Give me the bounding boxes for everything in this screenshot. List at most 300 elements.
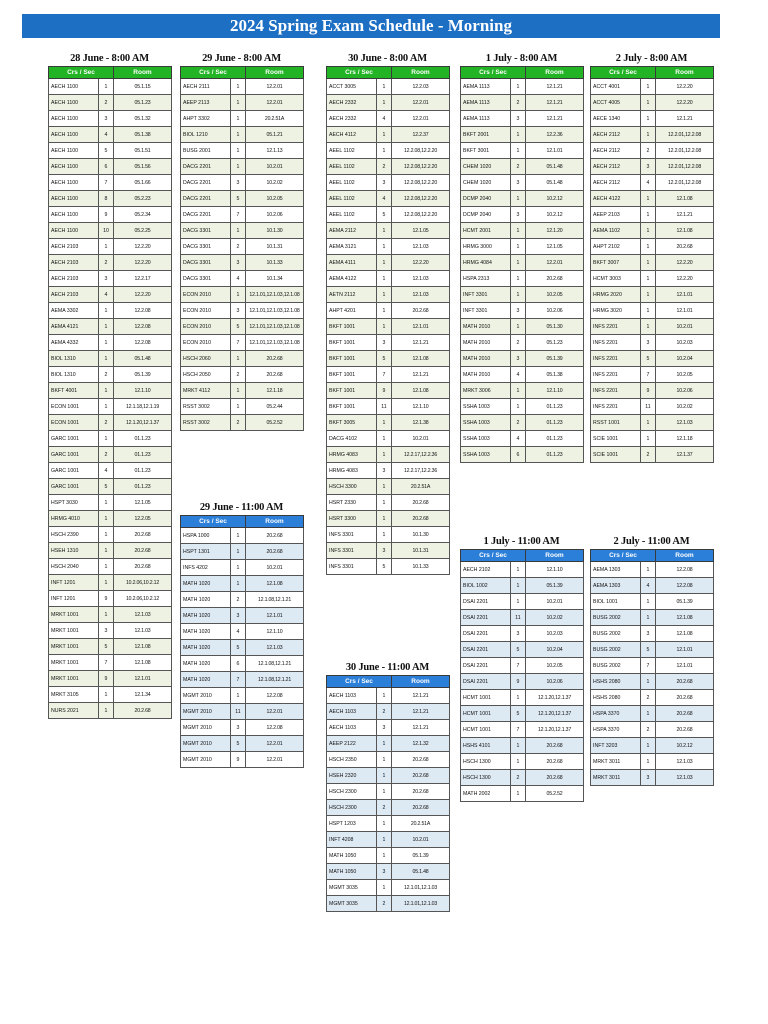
room-cell: 20.2.68 [392,495,450,511]
course-cell: AEMA 3121 [327,239,377,255]
room-cell: 12.1.01 [526,143,584,159]
room-cell: 12.1.21 [526,79,584,95]
section-cell: 5 [99,143,114,159]
table-row [181,528,304,544]
section-cell: 5 [377,559,392,575]
table-row [591,271,714,287]
table-row [591,367,714,383]
page-title: 2024 Spring Exam Schedule - Morning [22,14,720,38]
room-cell: 12.1.08 [246,576,304,592]
table-row [461,239,584,255]
table-row [461,610,584,626]
course-cell: INFS 3301 [327,527,377,543]
table-row [49,159,172,175]
schedule-block [326,52,449,575]
room-cell: 12.1.03 [114,607,172,623]
header-row [461,67,584,79]
section-cell: 9 [377,383,392,399]
room-cell: 20.2.68 [526,738,584,754]
table-row [181,175,304,191]
table-row [591,207,714,223]
room-cell: 10.2.06 [656,383,714,399]
table-row [49,95,172,111]
room-cell: 12.1.21 [656,111,714,127]
section-cell: 1 [231,688,246,704]
room-cell: 12.2.20 [656,79,714,95]
course-cell: HSRT 3300 [327,511,377,527]
table-row [461,447,584,463]
table-row [327,896,450,912]
section-cell: 1 [99,431,114,447]
section-cell: 1 [99,575,114,591]
header-row [181,67,304,79]
course-cell: HCMT 2001 [461,223,511,239]
course-cell: AEMA 2112 [327,223,377,239]
course-cell: MATH 1020 [181,608,231,624]
table-row [461,335,584,351]
course-cell: MATH 1020 [181,624,231,640]
room-cell: 12.1.21 [526,95,584,111]
course-cell: CHEM 1020 [461,175,511,191]
section-cell: 1 [377,79,392,95]
table-row [181,223,304,239]
section-cell: 5 [511,642,526,658]
table-row [49,207,172,223]
course-cell: AECH 1100 [49,143,99,159]
table-row [49,703,172,719]
room-cell: 10.2.12 [656,738,714,754]
course-cell: MRKT 1001 [49,623,99,639]
room-cell: 10.2.02 [656,399,714,415]
schedule-table [180,515,304,768]
course-cell: DACG 2201 [181,207,231,223]
room-header: Room [656,550,714,562]
room-cell: 20.2.68 [114,543,172,559]
section-cell: 3 [377,335,392,351]
table-row [49,111,172,127]
room-cell: 12.1.21 [392,704,450,720]
room-cell: 20.2.51A [392,479,450,495]
table-row [49,447,172,463]
section-cell: 1 [99,607,114,623]
course-cell: DACG 4102 [327,431,377,447]
table-row [461,738,584,754]
table-row [181,207,304,223]
block-title: 30 June - 11:00 AM [345,662,430,673]
course-cell: RSST 1001 [591,415,641,431]
table-row [591,191,714,207]
course-cell: AHPT 3302 [181,111,231,127]
section-cell: 5 [99,639,114,655]
block-title: 29 June - 8:00 AM [202,53,281,64]
room-cell: 12.1.21 [392,335,450,351]
block-title: 30 June - 8:00 AM [348,53,427,64]
table-row [49,511,172,527]
course-cell: AECH 2112 [591,143,641,159]
table-row [181,127,304,143]
course-cell: BKFT 3001 [461,143,511,159]
room-cell: 12.1.32 [392,736,450,752]
course-cell: ACCT 3005 [327,79,377,95]
table-row [461,95,584,111]
section-cell: 5 [377,207,392,223]
table-row [181,415,304,431]
room-cell: 12.2.08 [246,688,304,704]
table-row [591,578,714,594]
course-cell: AECH 1100 [49,191,99,207]
course-cell: MRKT 1001 [49,639,99,655]
section-cell: 1 [99,559,114,575]
section-cell: 1 [377,527,392,543]
room-cell: 05.2.34 [114,207,172,223]
room-cell: 12.1.10 [526,383,584,399]
course-cell: ECON 1001 [49,399,99,415]
section-cell: 8 [99,191,114,207]
table-row [49,383,172,399]
course-cell: HCMT 1001 [461,706,511,722]
table-row [327,399,450,415]
section-cell: 7 [641,658,656,674]
table-row [327,175,450,191]
section-cell: 1 [511,223,526,239]
course-cell: INFS 2201 [591,351,641,367]
table-row [327,880,450,896]
room-cell: 20.2.51A [392,816,450,832]
room-cell: 12.2.01 [246,752,304,768]
course-cell: MATH 1020 [181,576,231,592]
room-cell: 05.1.21 [246,127,304,143]
section-cell: 3 [377,175,392,191]
section-cell: 3 [641,770,656,786]
room-cell: 12.2.08,12.2.20 [392,143,450,159]
table-row [461,223,584,239]
table-row [327,431,450,447]
room-header: Room [114,67,172,79]
section-cell: 1 [377,848,392,864]
room-cell: 05.1.39 [526,578,584,594]
schedule-block [460,52,583,463]
section-cell: 1 [231,399,246,415]
table-row [461,642,584,658]
table-row [181,111,304,127]
room-cell: 05.1.39 [526,351,584,367]
room-cell: 10.2.02 [246,175,304,191]
course-cell: AECH 2103 [49,239,99,255]
table-row [49,575,172,591]
section-cell: 3 [231,608,246,624]
course-cell: GARC 1001 [49,479,99,495]
section-cell: 1 [99,399,114,415]
section-cell: 1 [377,319,392,335]
section-cell: 3 [511,303,526,319]
room-cell: 12.1.08 [656,191,714,207]
table-row [591,722,714,738]
room-cell: 12.1.01,12.1.03 [392,896,450,912]
course-cell: HSHS 2080 [591,674,641,690]
course-header: Crs / Sec [461,67,526,79]
room-cell: 05.1.56 [114,159,172,175]
room-cell: 12.1.21 [392,367,450,383]
room-cell: 20.2.68 [114,559,172,575]
section-cell: 5 [511,706,526,722]
table-row [461,255,584,271]
header-row [181,516,304,528]
section-cell: 2 [511,415,526,431]
section-cell: 1 [231,223,246,239]
course-cell: RSST 3002 [181,415,231,431]
course-header: Crs / Sec [327,67,392,79]
section-cell: 3 [377,543,392,559]
room-cell: 20.2.68 [656,706,714,722]
table-row [327,559,450,575]
block-title: 2 July - 8:00 AM [615,53,688,64]
schedule-table [180,66,304,431]
section-cell: 5 [641,351,656,367]
table-row [461,271,584,287]
section-cell: 1 [99,303,114,319]
course-cell: BKFT 1001 [327,335,377,351]
table-row [461,111,584,127]
table-row [327,303,450,319]
schedule-table [590,66,714,463]
course-cell: INFT 1201 [49,591,99,607]
course-cell: BUSG 2002 [591,642,641,658]
course-cell: MATH 2010 [461,319,511,335]
room-cell: 20.2.68 [392,784,450,800]
table-row [49,239,172,255]
header-row [327,67,450,79]
course-cell: AECH 2103 [49,271,99,287]
section-cell: 1 [511,786,526,802]
section-cell: 1 [377,832,392,848]
section-cell: 1 [641,239,656,255]
room-cell: 12.2.05 [114,511,172,527]
section-cell: 9 [231,752,246,768]
course-cell: AECH 1103 [327,720,377,736]
table-row [327,479,450,495]
course-cell: AEMA 4332 [49,335,99,351]
room-cell: 12.1.01 [656,303,714,319]
room-header: Room [656,67,714,79]
table-row [591,415,714,431]
table-row [461,303,584,319]
course-cell: AEMA 4111 [327,255,377,271]
course-cell: INFS 2201 [591,319,641,335]
room-cell: 12.2.01,12.2.08 [656,127,714,143]
table-row [327,383,450,399]
section-cell: 1 [377,688,392,704]
section-cell: 2 [377,159,392,175]
section-cell: 4 [231,271,246,287]
room-cell: 20.2.68 [392,511,450,527]
table-row [181,544,304,560]
room-cell: 20.2.68 [392,768,450,784]
course-cell: MGMT 2010 [181,688,231,704]
course-header: Crs / Sec [181,67,246,79]
section-cell: 1 [641,111,656,127]
table-row [181,624,304,640]
course-cell: DACG 2201 [181,191,231,207]
table-row [591,111,714,127]
room-cell: 05.2.23 [114,191,172,207]
table-row [591,159,714,175]
course-cell: AEEL 1102 [327,159,377,175]
table-row [461,319,584,335]
table-row [461,431,584,447]
room-cell: 12.1.01 [656,642,714,658]
course-cell: HRMG 4083 [327,463,377,479]
room-header: Room [246,516,304,528]
table-row [461,175,584,191]
room-cell: 05.1.66 [114,175,172,191]
table-row [49,255,172,271]
room-cell: 12.1.10 [526,562,584,578]
course-cell: INFS 2201 [591,399,641,415]
room-cell: 05.1.39 [114,367,172,383]
room-cell: 12.1.01 [114,671,172,687]
section-cell: 1 [641,95,656,111]
room-cell: 12.2.01,12.2.08 [656,143,714,159]
course-cell: HSCH 2050 [181,367,231,383]
course-cell: HSPT 1301 [181,544,231,560]
table-row [327,720,450,736]
course-cell: HCMT 1001 [461,722,511,738]
course-cell: SSHA 1003 [461,415,511,431]
table-row [181,271,304,287]
table-row [181,736,304,752]
table-row [49,479,172,495]
course-cell: AECH 1100 [49,223,99,239]
section-cell: 2 [231,592,246,608]
section-cell: 7 [99,655,114,671]
room-cell: 20.2.68 [246,528,304,544]
room-cell: 10.1.34 [246,271,304,287]
room-cell: 12.2.01 [246,704,304,720]
section-cell: 1 [641,191,656,207]
table-row [49,351,172,367]
course-header: Crs / Sec [591,67,656,79]
table-row [181,720,304,736]
room-cell: 12.2.17,12.2.36 [392,447,450,463]
table-row [591,690,714,706]
room-cell: 10.2.06,10.2.12 [114,575,172,591]
table-row [591,658,714,674]
course-cell: HSPT 3030 [49,495,99,511]
table-row [591,738,714,754]
course-cell: MRKT 1001 [49,655,99,671]
room-cell: 05.1.51 [114,143,172,159]
section-cell: 11 [231,704,246,720]
room-cell: 12.1.05 [526,239,584,255]
block-title: 1 July - 8:00 AM [485,53,558,64]
section-cell: 5 [99,479,114,495]
course-cell: HRMG 4083 [327,447,377,463]
room-cell: 10.2.05 [526,287,584,303]
section-cell: 2 [99,447,114,463]
section-cell: 1 [377,447,392,463]
table-row [327,784,450,800]
room-cell: 12.1.08 [114,639,172,655]
schedule-block [326,661,449,912]
room-cell: 05.2.52 [526,786,584,802]
section-cell: 1 [641,674,656,690]
room-cell: 12.1.08 [656,610,714,626]
table-row [49,175,172,191]
room-cell: 20.2.51A [246,111,304,127]
section-cell: 3 [511,111,526,127]
course-cell: HSCH 1300 [461,754,511,770]
section-cell: 1 [99,495,114,511]
table-row [461,578,584,594]
section-cell: 2 [99,415,114,431]
room-cell: 12.1.01 [656,287,714,303]
room-cell: 12.1.10 [114,383,172,399]
table-row [49,463,172,479]
section-cell: 2 [377,704,392,720]
table-row [181,239,304,255]
table-row [591,642,714,658]
table-row [49,527,172,543]
table-row [49,559,172,575]
course-cell: AEMA 1113 [461,95,511,111]
room-cell: 20.2.68 [656,674,714,690]
section-cell: 1 [231,95,246,111]
section-cell: 2 [511,335,526,351]
table-row [327,351,450,367]
section-cell: 1 [511,127,526,143]
room-cell: 12.1.05 [392,223,450,239]
schedule-block [460,535,583,802]
room-cell: 12.1.21 [526,111,584,127]
course-cell: HSCH 2060 [181,351,231,367]
course-cell: AECH 2103 [49,255,99,271]
course-cell: DACG 2201 [181,159,231,175]
table-row [181,640,304,656]
table-row [327,223,450,239]
schedule-block [48,52,171,719]
table-row [461,287,584,303]
course-cell: GARC 1001 [49,463,99,479]
room-header: Room [526,67,584,79]
room-cell: 12.2.17 [114,271,172,287]
course-cell: AEEL 1102 [327,143,377,159]
table-row [591,127,714,143]
room-cell: 20.2.68 [392,800,450,816]
room-cell: 10.2.12 [526,207,584,223]
course-cell: RSST 3002 [181,399,231,415]
room-cell: 20.2.68 [526,271,584,287]
room-cell: 12.1.03 [246,640,304,656]
room-cell: 12.1.20 [526,223,584,239]
course-cell: INFT 3301 [461,287,511,303]
table-row [49,543,172,559]
table-row [49,335,172,351]
course-cell: MGMT 2010 [181,736,231,752]
room-cell: 10.1.30 [392,527,450,543]
course-cell: HSEH 1310 [49,543,99,559]
schedule-table [326,66,450,575]
table-row [461,159,584,175]
section-cell: 1 [641,255,656,271]
table-row [49,431,172,447]
room-cell: 12.1.20,12.1.37 [526,722,584,738]
table-row [327,95,450,111]
course-cell: SSHA 1003 [461,399,511,415]
table-row [327,287,450,303]
course-cell: MRKT 3011 [591,754,641,770]
course-cell: AHPT 2102 [591,239,641,255]
table-row [327,495,450,511]
